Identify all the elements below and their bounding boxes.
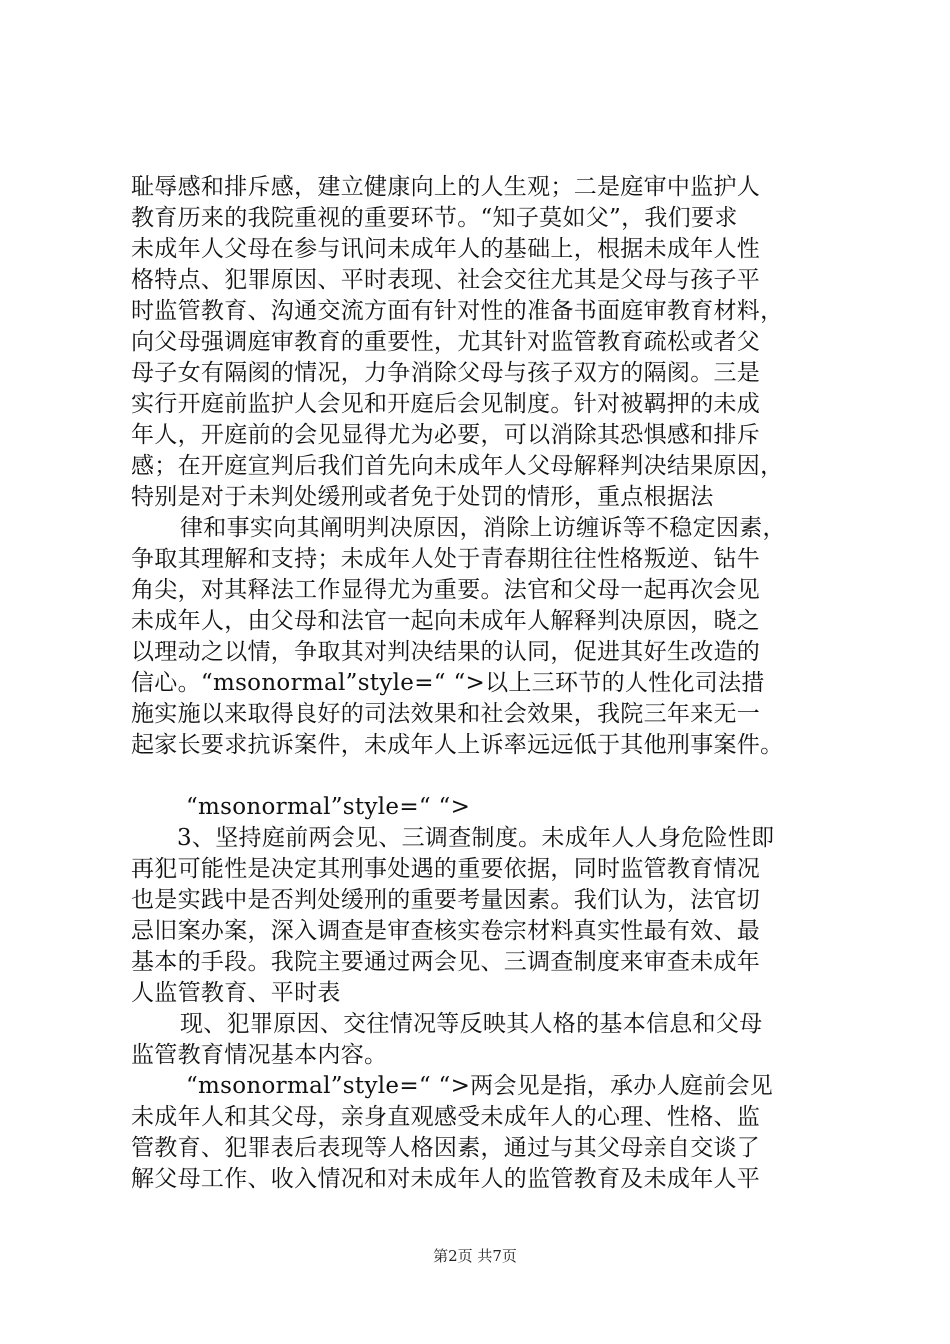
body-line: 忌旧案办案，深入调查是审查核实卷宗材料真实性最有效、最 <box>131 918 761 944</box>
body-line: 起家长要求抗诉案件，未成年人上诉率远远低于其他刑事案件。 <box>131 732 784 758</box>
body-line: 管教育、犯罪表后表现等人格因素，通过与其父母亲自交谈了 <box>131 1135 761 1161</box>
body-line: 争取其理解和支持；未成年人处于青春期往往性格叛逆、钻牛 <box>131 546 761 572</box>
body-line: 也是实践中是否判处缓刑的重要考量因素。我们认为，法官切 <box>131 887 761 913</box>
body-line: 感；在开庭宣判后我们首先向未成年人父母解释判决结果原因， <box>131 453 784 479</box>
body-line: 以理动之以情，争取其对判决结果的认同，促进其好生改造的 <box>131 639 761 665</box>
body-line: 解父母工作、收入情况和对未成年人的监管教育及未成年人平 <box>131 1166 761 1192</box>
body-line: 未成年人和其父母，亲身直观感受未成年人的心理、性格、监 <box>131 1104 761 1130</box>
paragraph-start-line: 现、犯罪原因、交往情况等反映其人格的基本信息和父母 <box>180 1011 763 1037</box>
body-line: 实行开庭前监护人会见和开庭后会见制度。针对被羁押的未成 <box>131 391 761 417</box>
body-line: 母子女有隔阂的情况，力争消除父母与孩子双方的隔阂。三是 <box>131 360 761 386</box>
body-line: 教育历来的我院重视的重要环节。“知子莫如父”，我们要求 <box>131 205 738 231</box>
body-line: 耻辱感和排斥感，建立健康向上的人生观；二是庭审中监护人 <box>131 174 761 200</box>
paragraph-start-line: “msonormal”style=“ “>两会见是指，承办人庭前会见 <box>186 1073 774 1099</box>
body-line: 特别是对于未判处缓刑或者免于处罚的情形，重点根据法 <box>131 484 714 510</box>
body-line: 未成年人，由父母和法官一起向未成年人解释判决原因，晓之 <box>131 608 761 634</box>
body-line: 年人，开庭前的会见显得尤为必要，可以消除其恐惧感和排斥 <box>131 422 761 448</box>
body-line: 未成年人父母在参与讯问未成年人的基础上，根据未成年人性 <box>131 236 761 262</box>
body-line: 时监管教育、沟通交流方面有针对性的准备书面庭审教育材料， <box>131 298 784 324</box>
body-line: 格特点、犯罪原因、平时表现、社会交往尤其是父母与孩子平 <box>131 267 761 293</box>
paragraph-start-line: 律和事实向其阐明判决原因，消除上访缠诉等不稳定因素， <box>180 515 786 541</box>
body-line: 人监管教育、平时表 <box>131 980 341 1006</box>
body-line: 角尖，对其释法工作显得尤为重要。法官和父母一起再次会见 <box>131 577 761 603</box>
paragraph-start-line: 3、坚持庭前两会见、三调查制度。未成年人人身危险性即 <box>177 825 775 851</box>
page-number-footer: 第2页 共7页 <box>433 1247 517 1265</box>
body-line: 基本的手段。我院主要通过两会见、三调查制度来审查未成年 <box>131 949 761 975</box>
body-line: 再犯可能性是决定其刑事处遇的重要依据，同时监管教育情况 <box>131 856 761 882</box>
body-line: 监管教育情况基本内容。 <box>131 1042 388 1068</box>
paragraph-start-line: “msonormal”style=“ “> <box>186 794 471 820</box>
body-line: 信心。“msonormal”style=“ “>以上三环节的人性化司法措 <box>131 670 765 696</box>
body-line: 施实施以来取得良好的司法效果和社会效果，我院三年来无一 <box>131 701 761 727</box>
body-line: 向父母强调庭审教育的重要性，尤其针对监管教育疏松或者父 <box>131 329 761 355</box>
